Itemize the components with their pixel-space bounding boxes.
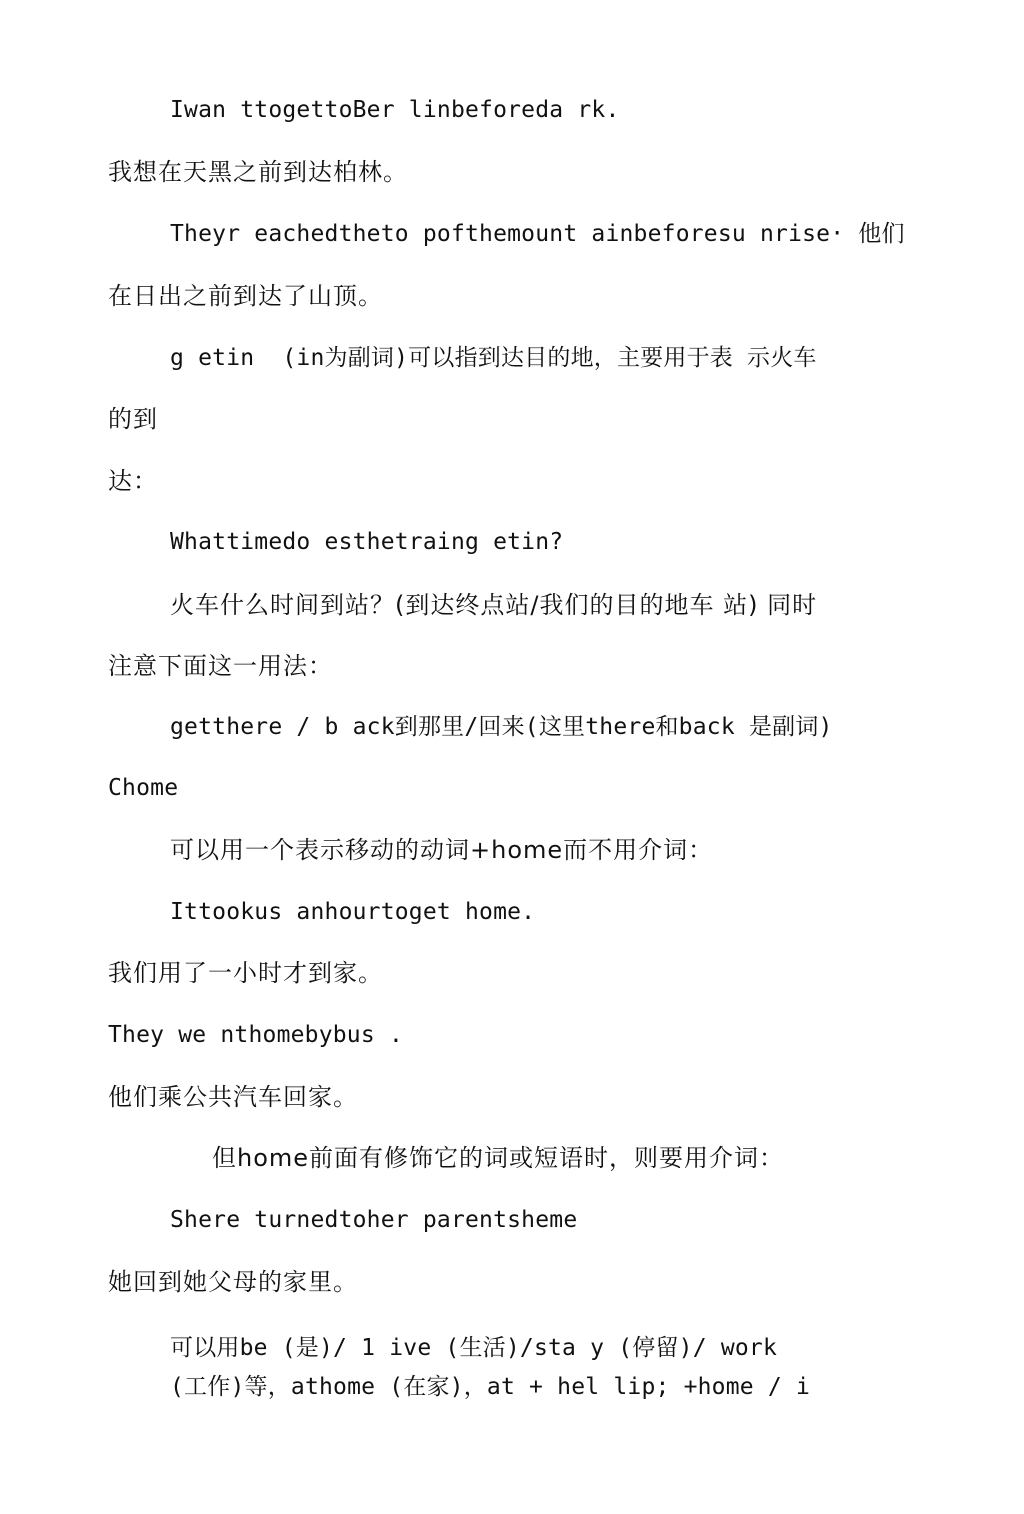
text-line-11: getthere / b ack到那里/回来(这里there和back 是副词) <box>170 714 833 740</box>
text-line-8: Whattimedo esthetraing etin? <box>170 529 564 555</box>
text-line-22: (工作)等，athome (在家)，at + hel lip; +home / i <box>170 1374 811 1400</box>
text-line-20: 她回到她父母的家里。 <box>108 1268 358 1296</box>
text-line-18: 但home前面有修饰它的词或短语时，则要用介词： <box>212 1144 785 1172</box>
text-line-6: 的到 <box>108 405 158 433</box>
text-line-5: g etin (in为副词)可以指到达目的地，主要用于表 示火车 <box>170 345 817 371</box>
text-line-7: 达： <box>108 467 158 495</box>
text-line-1: Iwan ttogettoBer linbeforeda rk. <box>170 97 620 123</box>
text-line-15: 我们用了一小时才到家。 <box>108 959 383 987</box>
text-line-17: 他们乘公共汽车回家。 <box>108 1083 358 1111</box>
text-line-19: Shere turnedtoher parentsheme <box>170 1207 578 1233</box>
text-line-10: 注意下面这一用法： <box>108 652 333 680</box>
text-line-2: 我想在天黑之前到达柏林。 <box>108 158 408 186</box>
text-line-9: 火车什么时间到站？(到达终点站/我们的目的地车 站) 同时 <box>170 591 818 619</box>
text-line-3: Theyr eachedtheto pofthemount ainbeforesu nrise· 他们 <box>170 221 905 247</box>
text-line-16: They we nthomebybus . <box>108 1022 403 1048</box>
text-line-12: Chome <box>108 775 179 801</box>
text-line-21: 可以用be (是)/ 1 ive (生活)/sta y (停留)/ work <box>170 1335 778 1361</box>
text-line-4: 在日出之前到达了山顶。 <box>108 282 383 310</box>
text-line-14: Ittookus anhourtoget home. <box>170 899 536 925</box>
text-line-13: 可以用一个表示移动的动词+home而不用介词： <box>170 836 714 864</box>
